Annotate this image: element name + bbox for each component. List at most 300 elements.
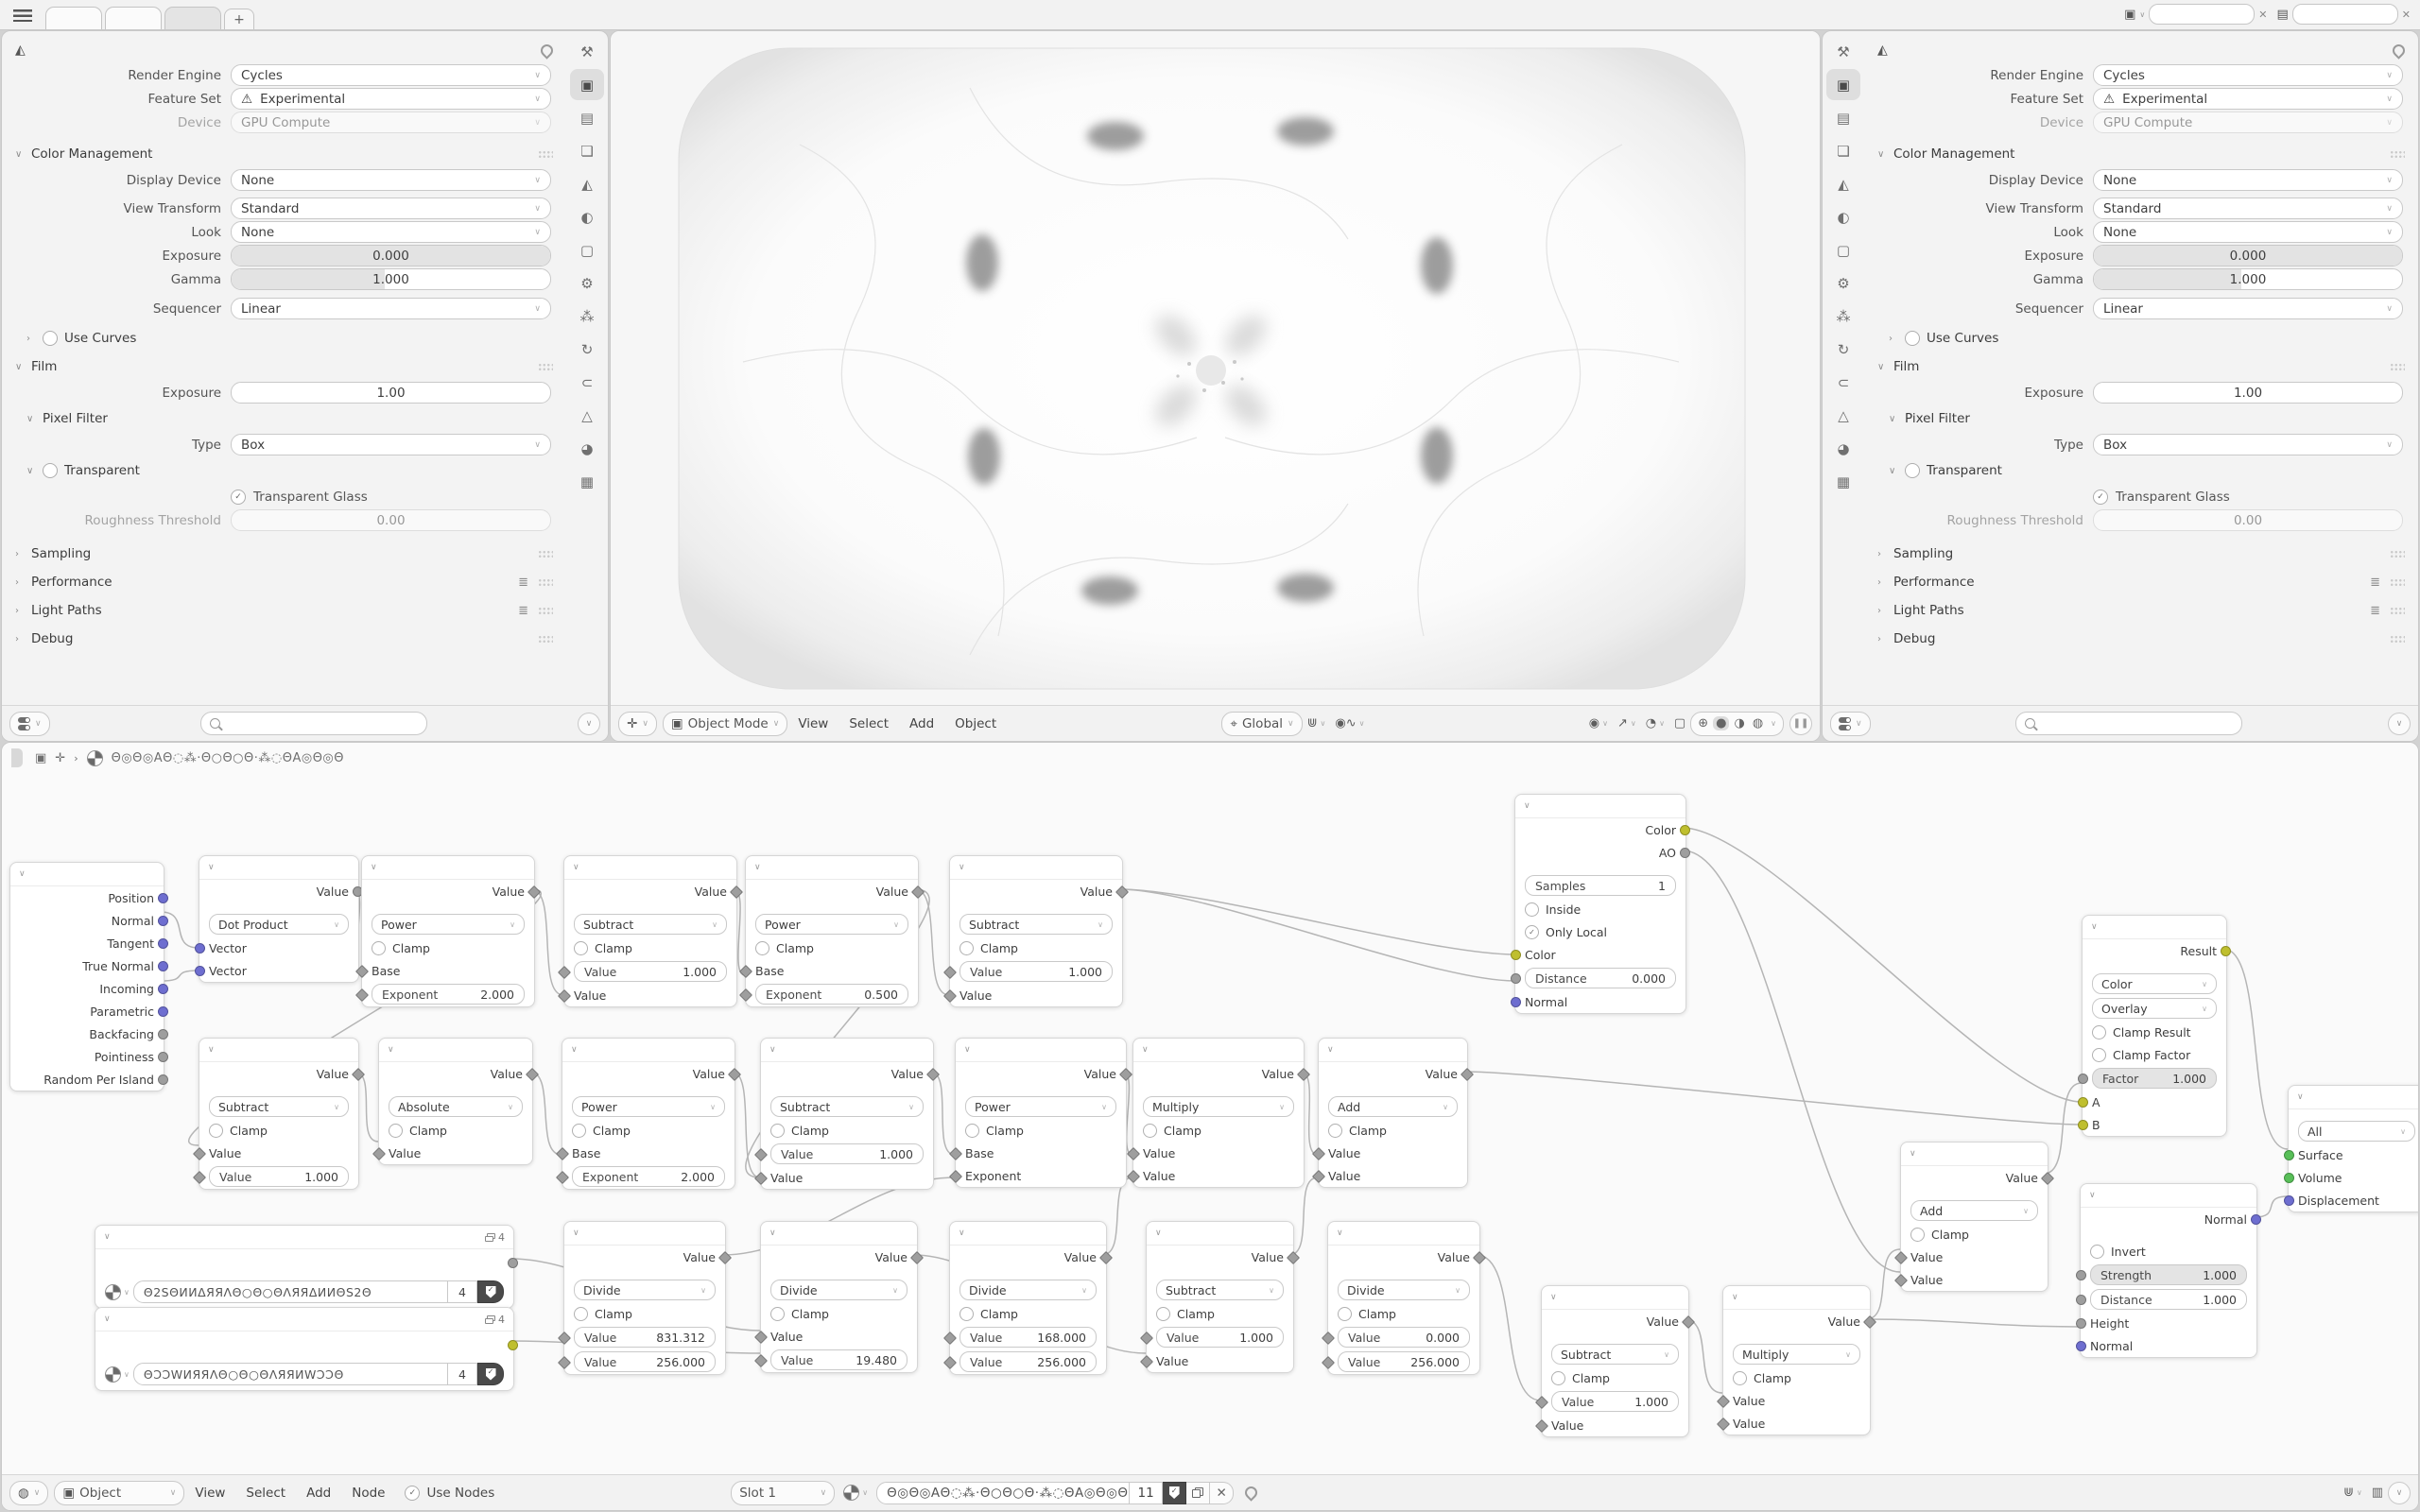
collapse-menus-button[interactable]: ∨ bbox=[2388, 713, 2411, 735]
socket[interactable] bbox=[2078, 1074, 2088, 1084]
pixel-filter-type-select[interactable]: Box ∨ bbox=[2093, 434, 2403, 455]
properties-tab-tool[interactable] bbox=[1826, 36, 1860, 67]
datablock-name-field[interactable]: ΘƆƆWИЯЯΛΘ○Θ○ΘΛЯЯИWƆƆΘ bbox=[133, 1363, 448, 1385]
node-operation-select[interactable]: Absolute ∨ bbox=[389, 1096, 523, 1117]
socket[interactable] bbox=[1099, 1251, 1113, 1264]
search-input[interactable] bbox=[200, 712, 427, 735]
socket[interactable] bbox=[1287, 1251, 1300, 1264]
node-header[interactable] bbox=[2081, 1184, 2256, 1208]
socket[interactable] bbox=[2078, 1120, 2088, 1130]
menu-node[interactable]: Node bbox=[352, 1485, 386, 1501]
socket[interactable] bbox=[1682, 1315, 1695, 1329]
node-header[interactable] bbox=[95, 1226, 513, 1249]
node-header[interactable] bbox=[2289, 1086, 2418, 1109]
section-pixel-filter[interactable]: ∨ Pixel Filter bbox=[26, 411, 108, 426]
material-slot-select[interactable]: Slot 1 ∨ bbox=[731, 1481, 835, 1505]
socket[interactable] bbox=[1119, 1068, 1132, 1081]
math-power-2[interactable] bbox=[745, 855, 919, 1007]
workspace-tab-2[interactable] bbox=[105, 7, 162, 29]
collapse-icon[interactable]: ∨ bbox=[1327, 1045, 1334, 1055]
socket[interactable] bbox=[558, 966, 571, 979]
socket[interactable] bbox=[1473, 1251, 1486, 1264]
collapse-icon[interactable]: ∨ bbox=[964, 1045, 971, 1055]
editor-type-button[interactable]: ✛ ∨ bbox=[618, 712, 657, 736]
copy-material-button[interactable] bbox=[1186, 1482, 1210, 1504]
menu-select[interactable]: Select bbox=[246, 1485, 286, 1501]
socket[interactable] bbox=[754, 1331, 768, 1344]
node-checkbox[interactable] bbox=[574, 941, 588, 955]
node-checkbox[interactable] bbox=[1143, 1124, 1157, 1138]
node-checkbox[interactable] bbox=[2092, 1025, 2106, 1040]
properties-tab-constraints[interactable] bbox=[1826, 367, 1860, 398]
math-multiply-1[interactable] bbox=[1132, 1038, 1305, 1188]
collapse-icon[interactable]: ∨ bbox=[371, 863, 377, 872]
collapse-icon[interactable]: ∨ bbox=[104, 1314, 111, 1324]
node-header[interactable] bbox=[562, 1039, 735, 1062]
feature-set-select[interactable]: ⚠ Experimental ∨ bbox=[231, 88, 551, 110]
workspace-tab-3[interactable] bbox=[164, 7, 221, 29]
node-header[interactable] bbox=[10, 863, 164, 886]
socket[interactable] bbox=[1511, 973, 1521, 984]
node-value-field[interactable] bbox=[372, 984, 525, 1005]
socket[interactable] bbox=[754, 1354, 768, 1367]
preset-list-icon[interactable]: ≣ bbox=[518, 603, 528, 618]
socket[interactable] bbox=[158, 961, 168, 971]
pin-icon[interactable] bbox=[1242, 1484, 1259, 1501]
material-icon[interactable] bbox=[105, 1366, 121, 1383]
properties-tab-object[interactable] bbox=[1826, 234, 1860, 266]
socket[interactable] bbox=[1297, 1068, 1310, 1081]
socket[interactable] bbox=[1511, 950, 1521, 960]
pin-icon[interactable] bbox=[538, 42, 555, 59]
proportional-editing-toggle[interactable]: ◉∿ ∨ bbox=[1335, 716, 1365, 730]
gamma-slider[interactable]: 1.000 bbox=[231, 268, 551, 290]
math-multiply-2[interactable] bbox=[1722, 1285, 1871, 1435]
search-input[interactable] bbox=[2015, 712, 2242, 735]
socket[interactable] bbox=[527, 885, 541, 899]
collapse-menus-button[interactable]: ∨ bbox=[2388, 1482, 2411, 1504]
node-value-field[interactable] bbox=[770, 1349, 908, 1370]
socket[interactable] bbox=[943, 1356, 957, 1369]
section-pixel-filter[interactable]: ∨ Pixel Filter bbox=[1889, 411, 1970, 426]
node-operation-select[interactable]: Power ∨ bbox=[572, 1096, 725, 1117]
section-use-curves[interactable]: › Use Curves bbox=[1889, 331, 1999, 346]
look-select[interactable]: None ∨ bbox=[2093, 221, 2403, 243]
node-header[interactable] bbox=[564, 1222, 725, 1246]
properties-tab-material[interactable] bbox=[570, 433, 604, 464]
properties-tab-tool[interactable] bbox=[570, 36, 604, 67]
render-engine-select[interactable]: Cycles ∨ bbox=[2093, 64, 2403, 86]
use-nodes-checkbox[interactable]: ✓ bbox=[405, 1486, 420, 1501]
section-sampling[interactable]: › Sampling bbox=[2, 540, 566, 568]
editor-type-button[interactable]: ∨ bbox=[9, 712, 50, 736]
collapse-menus-button[interactable]: ∨ bbox=[578, 713, 600, 735]
menu-add[interactable]: Add bbox=[306, 1485, 332, 1501]
socket[interactable] bbox=[1312, 1147, 1325, 1160]
node-checkbox[interactable] bbox=[2090, 1245, 2104, 1259]
socket[interactable] bbox=[1535, 1396, 1548, 1409]
node-operation-select[interactable]: All ∨ bbox=[2298, 1121, 2415, 1142]
socket[interactable] bbox=[372, 1147, 386, 1160]
socket[interactable] bbox=[556, 1171, 569, 1184]
gizmo-toggle[interactable]: ↗ ∨ bbox=[1616, 716, 1636, 730]
ambient-occlusion-node[interactable] bbox=[1514, 794, 1686, 1014]
collapse-icon[interactable]: ∨ bbox=[571, 1045, 578, 1055]
pause-button[interactable]: ❚❚ bbox=[1789, 713, 1812, 735]
node-operation-select[interactable]: Subtract ∨ bbox=[1156, 1280, 1284, 1300]
section-light-paths[interactable]: › Light Paths ≣ bbox=[1864, 596, 2418, 625]
node-header[interactable] bbox=[746, 856, 918, 880]
collapse-icon[interactable]: ∨ bbox=[1155, 1228, 1162, 1238]
socket[interactable] bbox=[2076, 1270, 2086, 1280]
node-checkbox[interactable] bbox=[1551, 1371, 1565, 1385]
collapse-icon[interactable]: ∨ bbox=[959, 863, 965, 872]
node-checkbox[interactable] bbox=[965, 1124, 979, 1138]
socket[interactable] bbox=[1461, 1068, 1474, 1081]
node-checkbox[interactable] bbox=[572, 1124, 586, 1138]
properties-tab-view-layer[interactable] bbox=[1826, 135, 1860, 166]
node-header[interactable] bbox=[199, 856, 358, 880]
collapse-icon[interactable]: ∨ bbox=[1524, 801, 1530, 811]
solid-shading-icon[interactable]: ● bbox=[1713, 716, 1729, 730]
socket[interactable] bbox=[195, 966, 205, 976]
display-device-select[interactable]: None ∨ bbox=[231, 169, 551, 191]
math-subtract-4[interactable] bbox=[760, 1038, 934, 1190]
preset-list-icon[interactable]: ≣ bbox=[2370, 603, 2380, 618]
mode-select[interactable]: ▣ Object Mode ∨ bbox=[663, 712, 787, 736]
node-header[interactable] bbox=[2083, 916, 2226, 939]
socket[interactable] bbox=[2284, 1173, 2294, 1183]
socket[interactable] bbox=[558, 1332, 571, 1345]
math-power-4[interactable] bbox=[955, 1038, 1127, 1188]
section-transparent[interactable]: ∨ Transparent bbox=[26, 463, 140, 478]
socket[interactable] bbox=[158, 1006, 168, 1017]
feature-set-select[interactable]: ⚠ Experimental ∨ bbox=[2093, 88, 2403, 110]
properties-tab-object[interactable] bbox=[570, 234, 604, 266]
pin-icon[interactable] bbox=[2390, 42, 2407, 59]
node-operation-select[interactable]: Overlay ∨ bbox=[2092, 998, 2217, 1019]
socket[interactable] bbox=[1680, 848, 1690, 858]
socket[interactable] bbox=[739, 965, 752, 978]
menu-view[interactable]: View bbox=[195, 1485, 226, 1501]
socket[interactable] bbox=[193, 1147, 206, 1160]
socket[interactable] bbox=[1535, 1419, 1548, 1433]
node-operation-select[interactable]: Divide ∨ bbox=[574, 1280, 716, 1300]
node-header[interactable] bbox=[1147, 1222, 1293, 1246]
node-operation-select[interactable]: Subtract ∨ bbox=[770, 1096, 924, 1117]
material-users-count[interactable]: 11 bbox=[1130, 1482, 1163, 1504]
socket[interactable] bbox=[158, 938, 168, 949]
socket[interactable] bbox=[158, 893, 168, 903]
node-value-field[interactable] bbox=[755, 984, 908, 1005]
socket[interactable] bbox=[556, 1147, 569, 1160]
scene-name-field[interactable] bbox=[2149, 4, 2255, 25]
socket[interactable] bbox=[718, 1251, 732, 1264]
socket[interactable] bbox=[943, 989, 957, 1003]
menu-select[interactable]: Select bbox=[849, 715, 890, 731]
view-transform-select[interactable]: Standard ∨ bbox=[2093, 198, 2403, 219]
node-checkbox[interactable] bbox=[959, 1307, 974, 1321]
socket[interactable] bbox=[926, 1068, 940, 1081]
node-operation-select[interactable]: Divide ∨ bbox=[959, 1280, 1097, 1300]
collapse-icon[interactable]: ∨ bbox=[1142, 1045, 1149, 1055]
node-checkbox[interactable] bbox=[1910, 1228, 1925, 1242]
menu-view[interactable]: View bbox=[798, 715, 829, 731]
math-subtract-6[interactable] bbox=[1541, 1285, 1689, 1437]
properties-tab-scene[interactable] bbox=[570, 168, 604, 199]
socket[interactable] bbox=[943, 966, 957, 979]
socket[interactable] bbox=[1894, 1251, 1908, 1264]
menu-add[interactable]: Add bbox=[909, 715, 935, 731]
properties-tab-output[interactable] bbox=[570, 102, 604, 133]
node-value-field[interactable] bbox=[1338, 1327, 1470, 1348]
socket[interactable] bbox=[1127, 1147, 1140, 1160]
node-value-field[interactable] bbox=[574, 1351, 716, 1372]
fake-user-toggle[interactable] bbox=[477, 1280, 504, 1303]
socket[interactable] bbox=[1680, 825, 1690, 835]
socket[interactable] bbox=[2251, 1214, 2261, 1225]
section-performance[interactable]: › Performance ≣ bbox=[2, 568, 566, 596]
node-operation-select[interactable]: Subtract ∨ bbox=[1551, 1344, 1679, 1365]
workspace-tab-1[interactable] bbox=[45, 7, 102, 29]
node-operation-select[interactable]: Divide ∨ bbox=[770, 1280, 908, 1300]
properties-tab-render[interactable] bbox=[570, 69, 604, 100]
gamma-slider[interactable]: 1.000 bbox=[2093, 268, 2403, 290]
users-count[interactable]: 4 bbox=[448, 1363, 477, 1385]
math-power-1[interactable] bbox=[361, 855, 535, 1007]
properties-tab-object-data[interactable] bbox=[1826, 400, 1860, 431]
properties-tab-world[interactable] bbox=[570, 201, 604, 232]
socket[interactable] bbox=[1312, 1170, 1325, 1183]
node-value-field[interactable] bbox=[1551, 1391, 1679, 1412]
overlays-toggle[interactable]: ▥ bbox=[2371, 1486, 2383, 1500]
collapse-icon[interactable]: ∨ bbox=[1337, 1228, 1343, 1238]
node-checkbox[interactable] bbox=[770, 1307, 785, 1321]
collapse-icon[interactable]: ∨ bbox=[1910, 1149, 1916, 1159]
node-checkbox[interactable] bbox=[959, 941, 974, 955]
socket[interactable] bbox=[2076, 1318, 2086, 1329]
rendered-shading-icon[interactable]: ◍ bbox=[1752, 716, 1764, 730]
editor-type-button[interactable]: ◍ ∨ bbox=[9, 1481, 48, 1505]
use-curves-checkbox[interactable] bbox=[43, 331, 58, 346]
look-select[interactable]: None ∨ bbox=[231, 221, 551, 243]
bump-node[interactable] bbox=[2080, 1183, 2257, 1358]
material-icon[interactable] bbox=[105, 1284, 121, 1300]
socket[interactable] bbox=[2284, 1195, 2294, 1206]
node-checkbox[interactable] bbox=[372, 941, 386, 955]
collapse-icon[interactable]: ∨ bbox=[769, 1045, 776, 1055]
properties-tab-modifiers[interactable] bbox=[570, 267, 604, 299]
socket[interactable] bbox=[943, 1332, 957, 1345]
properties-tab-texture[interactable] bbox=[1826, 466, 1860, 497]
properties-tab-view-layer[interactable] bbox=[570, 135, 604, 166]
socket[interactable] bbox=[158, 984, 168, 994]
node-value-field[interactable] bbox=[572, 1166, 725, 1187]
section-color-management[interactable]: ∨ Color Management bbox=[2, 140, 566, 168]
collapse-icon[interactable]: ∨ bbox=[1732, 1293, 1738, 1302]
image-node-1[interactable] bbox=[95, 1225, 514, 1309]
socket[interactable] bbox=[754, 1148, 768, 1161]
collapse-icon[interactable]: ∨ bbox=[754, 863, 761, 872]
scene-selector[interactable] bbox=[2124, 4, 2267, 25]
socket[interactable] bbox=[158, 916, 168, 926]
socket[interactable] bbox=[2221, 946, 2231, 956]
transparent-checkbox[interactable] bbox=[1905, 463, 1920, 478]
sequencer-select[interactable]: Linear ∨ bbox=[231, 298, 551, 319]
section-light-paths[interactable]: › Light Paths ≣ bbox=[2, 596, 566, 625]
node-header[interactable] bbox=[950, 1222, 1106, 1246]
node-operation-select[interactable]: Subtract ∨ bbox=[209, 1096, 349, 1117]
node-header[interactable] bbox=[1542, 1286, 1688, 1310]
transparent-checkbox[interactable] bbox=[43, 463, 58, 478]
properties-tab-constraints[interactable] bbox=[570, 367, 604, 398]
material-preview-icon[interactable]: ◑ bbox=[1734, 716, 1745, 730]
node-checkbox[interactable] bbox=[1525, 902, 1539, 917]
section-sampling[interactable]: › Sampling bbox=[1864, 540, 2418, 568]
node-value-field[interactable] bbox=[574, 961, 727, 982]
math-divide-2[interactable] bbox=[760, 1221, 918, 1373]
math-subtract-5[interactable] bbox=[1146, 1221, 1294, 1373]
node-header[interactable] bbox=[956, 1039, 1126, 1062]
view-layer-selector[interactable] bbox=[2276, 4, 2411, 25]
node-operation-select[interactable]: Divide ∨ bbox=[1338, 1280, 1470, 1300]
properties-tab-modifiers[interactable] bbox=[1826, 267, 1860, 299]
node-operation-select[interactable]: Add ∨ bbox=[1910, 1200, 2038, 1221]
socket[interactable] bbox=[910, 1251, 924, 1264]
close-icon[interactable]: ✕ bbox=[2258, 8, 2268, 21]
socket[interactable] bbox=[949, 1170, 962, 1183]
math-add-2[interactable] bbox=[1900, 1142, 2048, 1292]
socket[interactable] bbox=[526, 1068, 539, 1081]
socket[interactable] bbox=[2076, 1341, 2086, 1351]
node-value-field[interactable] bbox=[1525, 875, 1676, 896]
node-checkbox[interactable] bbox=[1733, 1371, 1747, 1385]
section-debug[interactable]: › Debug bbox=[2, 625, 566, 653]
node-header[interactable] bbox=[95, 1308, 513, 1332]
properties-tab-particles[interactable] bbox=[1826, 301, 1860, 332]
visibility-toggle[interactable]: ◉ ∨ bbox=[1588, 716, 1608, 730]
wireframe-shading-icon[interactable]: ⊕ bbox=[1698, 716, 1709, 730]
node-checkbox[interactable]: ✓ bbox=[1525, 925, 1539, 939]
use-curves-checkbox[interactable] bbox=[1905, 331, 1920, 346]
math-subtract-2[interactable] bbox=[949, 855, 1123, 1007]
node-header[interactable] bbox=[362, 856, 534, 880]
section-debug[interactable]: › Debug bbox=[1864, 625, 2418, 653]
users-count[interactable]: 4 bbox=[448, 1280, 477, 1303]
sidebar-handle[interactable] bbox=[11, 748, 23, 767]
collapse-icon[interactable]: ∨ bbox=[2089, 1191, 2096, 1200]
node-checkbox[interactable] bbox=[209, 1124, 223, 1138]
node-header[interactable] bbox=[761, 1222, 917, 1246]
socket[interactable] bbox=[1140, 1332, 1153, 1345]
node-value-field[interactable] bbox=[959, 1327, 1097, 1348]
socket[interactable] bbox=[1717, 1395, 1730, 1408]
render-engine-select[interactable]: Cycles ∨ bbox=[231, 64, 551, 86]
socket[interactable] bbox=[949, 1147, 962, 1160]
transform-orientation-select[interactable]: ⌖ Global ∨ bbox=[1221, 712, 1302, 736]
node-value-field[interactable] bbox=[770, 1143, 924, 1164]
node-value-field[interactable] bbox=[2090, 1264, 2247, 1285]
film-exposure-field[interactable]: 1.00 bbox=[2093, 382, 2403, 404]
socket[interactable] bbox=[1140, 1355, 1153, 1368]
chevron-down-icon[interactable]: ∨ bbox=[1771, 719, 1777, 728]
viewport-canvas[interactable] bbox=[611, 31, 1820, 706]
node-value-field[interactable] bbox=[959, 1351, 1097, 1372]
socket[interactable] bbox=[352, 1068, 365, 1081]
node-value-field[interactable] bbox=[209, 1166, 349, 1187]
socket[interactable] bbox=[2078, 1097, 2088, 1108]
socket[interactable] bbox=[1115, 885, 1129, 899]
pixel-filter-type-select[interactable]: Box ∨ bbox=[231, 434, 551, 455]
collapse-icon[interactable]: ∨ bbox=[19, 869, 26, 879]
overlays-toggle[interactable]: ◔ ∨ bbox=[1645, 716, 1665, 730]
node-canvas[interactable] bbox=[2, 743, 2418, 1476]
transparent-glass-checkbox[interactable]: ✓ bbox=[2093, 490, 2108, 505]
node-operation-select[interactable]: Subtract ∨ bbox=[959, 914, 1113, 935]
math-divide-4[interactable] bbox=[1327, 1221, 1480, 1375]
section-film[interactable]: ∨ Film bbox=[2, 352, 566, 381]
exposure-slider[interactable]: 0.000 bbox=[2093, 245, 2403, 266]
socket[interactable] bbox=[355, 988, 369, 1002]
properties-tab-physics[interactable] bbox=[570, 334, 604, 365]
math-dot-product[interactable] bbox=[199, 855, 359, 983]
node-checkbox[interactable] bbox=[1328, 1124, 1342, 1138]
snap-toggle[interactable]: ⋓ ∨ bbox=[2342, 1486, 2362, 1500]
math-divide-1[interactable] bbox=[563, 1221, 726, 1375]
properties-tab-particles[interactable] bbox=[570, 301, 604, 332]
snap-toggle[interactable]: ⋓ ∨ bbox=[1306, 716, 1326, 730]
math-divide-3[interactable] bbox=[949, 1221, 1107, 1375]
collapse-icon[interactable]: ∨ bbox=[959, 1228, 965, 1238]
socket[interactable] bbox=[558, 1356, 571, 1369]
node-value-field[interactable] bbox=[574, 1327, 716, 1348]
socket[interactable] bbox=[1717, 1418, 1730, 1431]
node-header[interactable] bbox=[199, 1039, 358, 1062]
film-exposure-field[interactable]: 1.00 bbox=[231, 382, 551, 404]
collapse-icon[interactable]: ∨ bbox=[573, 1228, 579, 1238]
properties-tab-texture[interactable] bbox=[570, 466, 604, 497]
view-layer-name-field[interactable] bbox=[2292, 4, 2398, 25]
collapse-icon[interactable]: ∨ bbox=[2297, 1092, 2304, 1102]
section-use-curves[interactable]: › Use Curves bbox=[26, 331, 137, 346]
socket[interactable] bbox=[2076, 1295, 2086, 1305]
socket[interactable] bbox=[193, 1171, 206, 1184]
preset-list-icon[interactable]: ≣ bbox=[518, 575, 528, 590]
material-name-field[interactable]: Θ◎Θ◎ΑΘ◌⁂·Θ○Θ○Θ·⁂◌ΘΑ◎Θ◎Θ bbox=[876, 1482, 1130, 1504]
socket[interactable] bbox=[1511, 997, 1521, 1007]
browse-material-button[interactable]: ∨ bbox=[838, 1485, 873, 1501]
geometry-node[interactable] bbox=[9, 862, 164, 1091]
node-operation-select[interactable]: Subtract ∨ bbox=[574, 914, 727, 935]
socket[interactable] bbox=[730, 885, 743, 899]
view-transform-select[interactable]: Standard ∨ bbox=[231, 198, 551, 219]
close-icon[interactable]: ✕ bbox=[2401, 8, 2411, 21]
xray-toggle[interactable]: ▢ bbox=[1673, 716, 1686, 730]
node-header[interactable] bbox=[1901, 1143, 2048, 1166]
properties-tab-object-data[interactable] bbox=[570, 400, 604, 431]
node-value-field[interactable] bbox=[2090, 1289, 2247, 1310]
node-operation-select[interactable]: Multiply ∨ bbox=[1733, 1344, 1860, 1365]
socket[interactable] bbox=[1322, 1332, 1335, 1345]
fake-user-toggle[interactable]: ✓ bbox=[1163, 1482, 1186, 1504]
node-checkbox[interactable] bbox=[389, 1124, 403, 1138]
node-operation-select[interactable]: Multiply ∨ bbox=[1143, 1096, 1294, 1117]
socket[interactable] bbox=[158, 1052, 168, 1062]
node-checkbox[interactable] bbox=[755, 941, 769, 955]
node-checkbox[interactable] bbox=[770, 1124, 785, 1138]
display-device-select[interactable]: None ∨ bbox=[2093, 169, 2403, 191]
collapse-icon[interactable]: ∨ bbox=[104, 1232, 111, 1242]
